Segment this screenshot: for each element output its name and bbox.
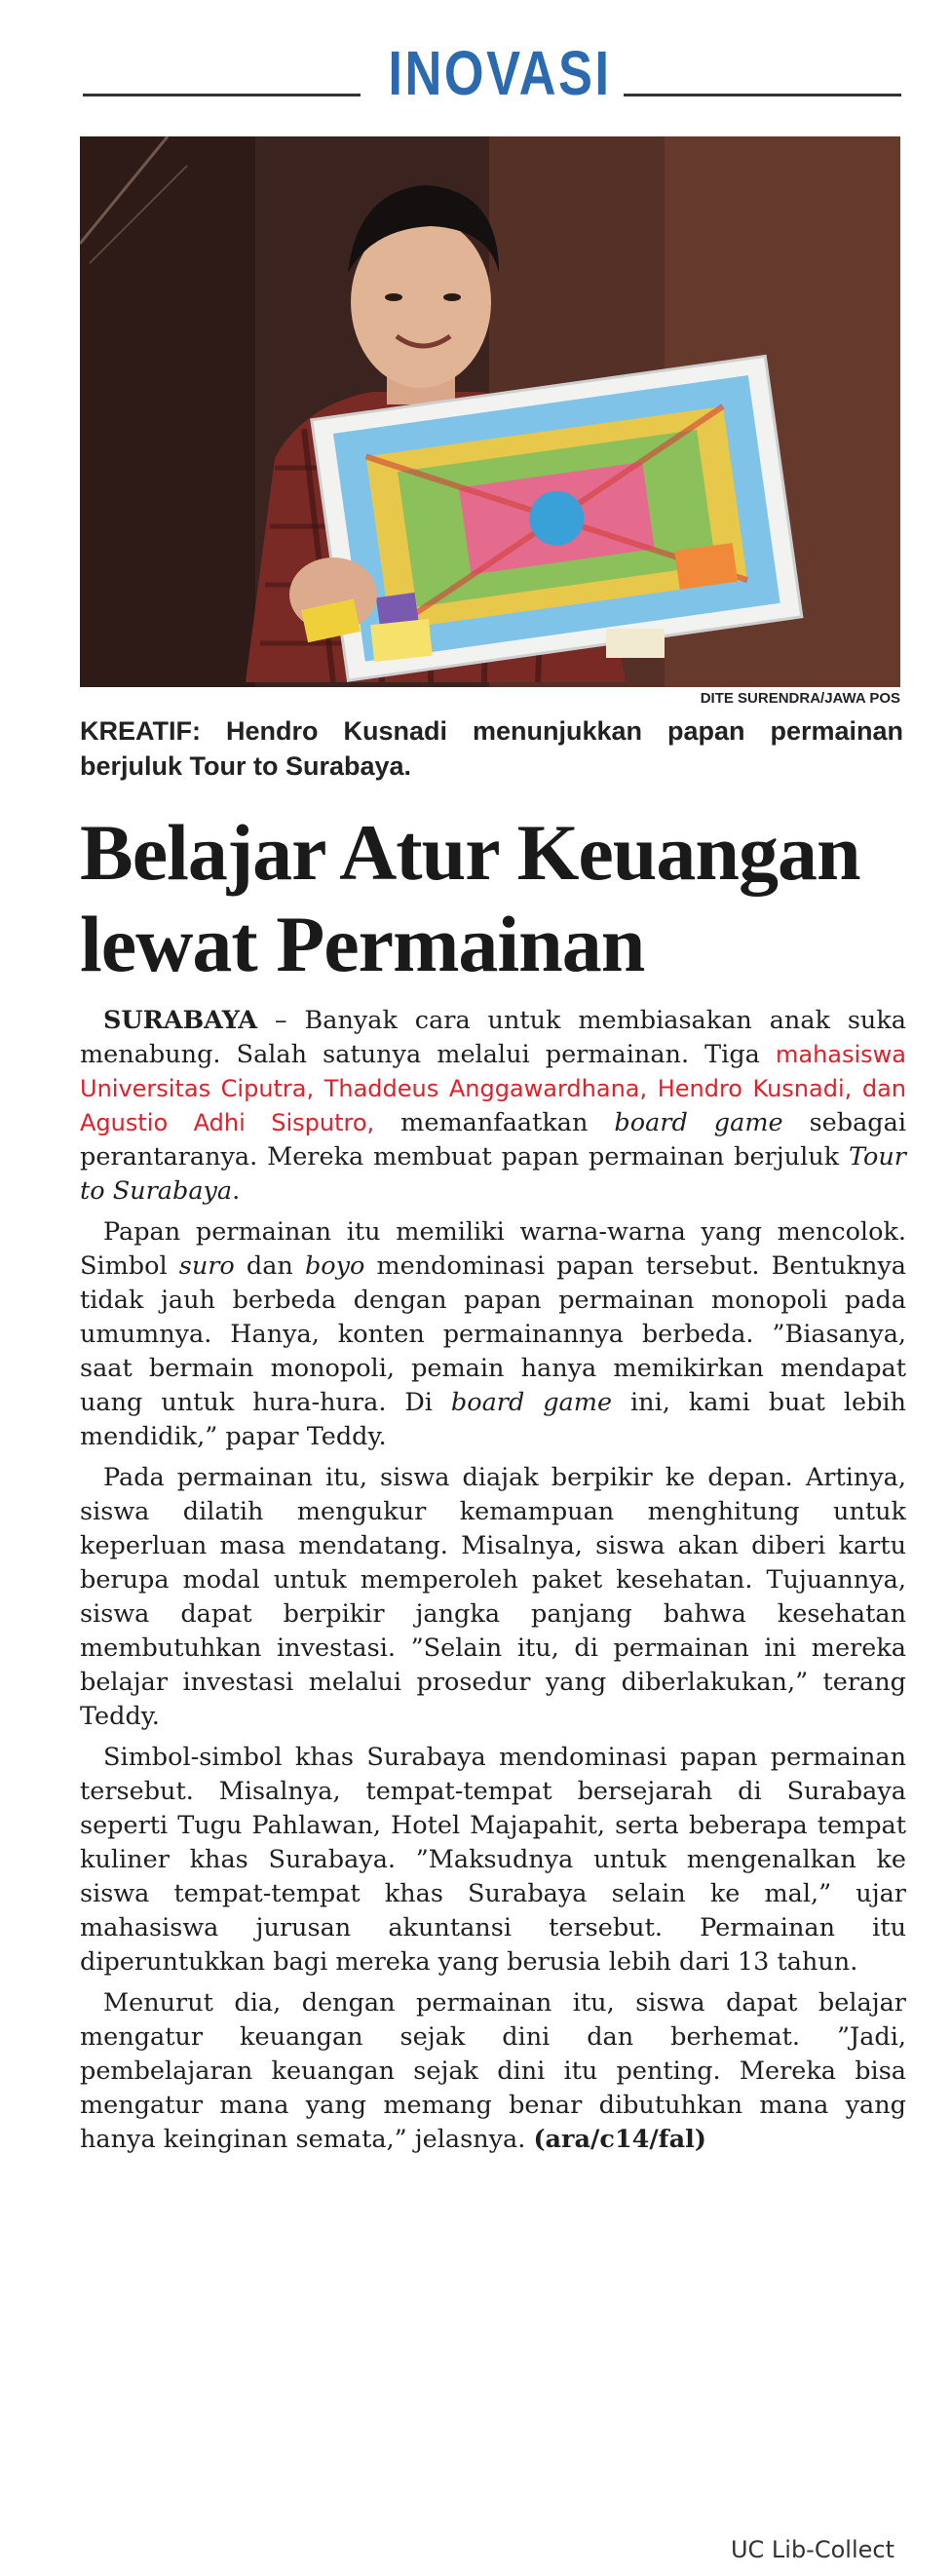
paragraph-2: [80, 1215, 906, 1454]
p2-text-a: Papan permainan itu memiliki warna-warna yang mencolok. Simbol: [80, 1217, 906, 1281]
paragraph-3: Pada permainan itu, siswa diajak berpikir ke depan. Artinya, siswa dilatih mengukur kemampuan menghitung untuk keperluan masa mendatang. Misalnya, siswa akan diberi kartu berupa modal untuk memperoleh paket kesehatan. Tujuannya, siswa dapat berpikir jangka panjang bahwa kesehatan membutuhkan investasi. ”Selain itu, di permainan ini mereka belajar investasi melalui prosedur yang diberlakukan,” terang Teddy.: [80, 1463, 906, 1731]
p1-text-a: – Banyak cara untuk membiasakan anak suka menabung. Salah satunya melalui permainan. Tiga: [80, 1006, 906, 1069]
headline-line-2: lewat Permainan: [80, 900, 645, 988]
article-photo: [80, 136, 900, 687]
photo-caption: [80, 713, 903, 784]
rubric-label: INOVASI: [388, 38, 612, 108]
photo-illustration: [80, 136, 900, 687]
p1-text-b: memanfaatkan: [374, 1108, 615, 1137]
p5-text: Menurut dia, dengan permainan itu, siswa dapat belajar mengatur keuangan sejak dini dan berhemat. ”Jadi, pembelajaran keuangan sejak dini itu penting. Mereka bisa mengatur mana yang memang benar dibutuhkan mana yang hanya keinginan semata,” jelasnya.: [80, 1988, 906, 2154]
p2-italic-1: suro: [178, 1251, 235, 1281]
paragraph-1: [80, 1004, 906, 1209]
p1-italic-1: board game: [614, 1108, 783, 1137]
rubric-rule-left: [83, 94, 361, 96]
rubric-rule-right: [624, 94, 901, 96]
article-body: [80, 1004, 906, 2164]
article-headline: [80, 807, 918, 990]
p2-italic-2: boyo: [304, 1251, 365, 1281]
p2-text-c: mendominasi papan tersebut. Bentuknya tidak jauh berbeda dengan papan permainan monopoli pada umumnya. Hanya, konten permainannya berbeda. ”Biasanya, saat bermain monopoli, pemain hanya memikirkan mendapat uang untuk hura-hura. Di: [80, 1251, 906, 1417]
p2-text-b: dan: [234, 1251, 305, 1281]
p1-text-c: sebagai perantaranya. Mereka membuat papan permainan berjuluk: [80, 1108, 906, 1172]
dateline: SURABAYA: [103, 1006, 258, 1035]
headline-line-1: Belajar Atur Keuangan: [80, 808, 860, 897]
collection-label: UC Lib-Collect: [730, 2536, 894, 2563]
p1-text-d: .: [232, 1176, 241, 1206]
caption-lead: KREATIF:: [80, 716, 201, 746]
paragraph-4: Simbol-simbol khas Surabaya mendominasi papan permainan tersebut. Misalnya, tempat-tempat bersejarah di Surabaya seperti Tugu Pahlawan, Hotel Majapahit, serta beberapa tempat kuliner khas Surabaya. ”Maksudnya untuk mengenalkan ke siswa tempat-tempat khas Surabaya selain ke mal,” ujar mahasiswa jurusan akuntansi tersebut. Permainan itu diperuntukkan bagi mereka yang berusia lebih dari 13 tahun.: [80, 1743, 906, 1977]
section-rubric: [83, 37, 901, 108]
photo-credit: DITE SURENDRA/JAWA POS: [700, 690, 900, 707]
p2-text-d: ini, kami buat lebih mendidik,” papar Teddy.: [80, 1388, 906, 1451]
author-signature: (ara/c14/fal): [533, 2125, 706, 2154]
paragraph-5: [80, 1986, 906, 2157]
p1-highlight: mahasiswa Universitas Ciputra, Thaddeus Anggawardhana, Hendro Kusnadi, dan Agustio Adhi Sisputro,: [80, 1041, 906, 1136]
p1-italic-2: Tour to Surabaya: [80, 1142, 906, 1206]
p2-italic-3: board game: [450, 1388, 613, 1417]
caption-text: Hendro Kusnadi menunjukkan papan permainan berjuluk Tour to Surabaya.: [80, 716, 903, 781]
